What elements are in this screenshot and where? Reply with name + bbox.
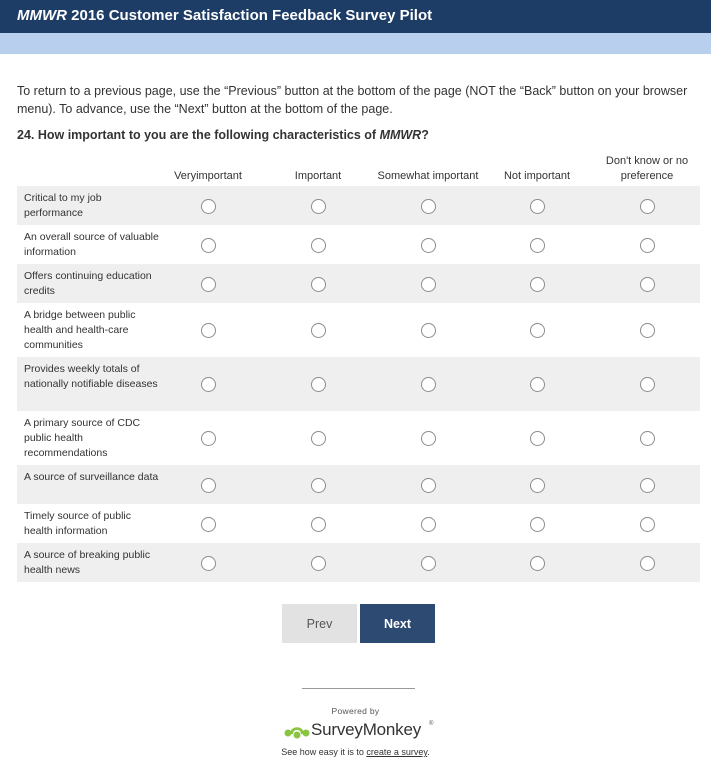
radio-option-1[interactable] <box>311 277 326 292</box>
grid-header <box>17 152 700 186</box>
row-label: A bridge between public health and health-care communities <box>24 309 136 351</box>
intro-text: To return to a previous page, use the “Previous” button at the bottom of the page (NOT the “Back” button on your browser menu). To advance, use the “Next” button at the bottom of the page. <box>17 84 688 116</box>
radio-option-3[interactable] <box>530 199 545 214</box>
header-title-italic: MMWR <box>17 7 67 24</box>
radio-option-0[interactable] <box>201 377 216 392</box>
column-header-2: Somewhat important <box>377 170 479 182</box>
question-title <box>17 128 429 142</box>
radio-option-3[interactable] <box>530 238 545 253</box>
matrix-row <box>17 411 700 465</box>
footer-note-suffix: . <box>427 747 430 757</box>
radio-option-4[interactable] <box>640 478 655 493</box>
radio-option-2[interactable] <box>421 478 436 493</box>
radio-option-1[interactable] <box>311 517 326 532</box>
question-italic: MMWR <box>379 128 422 142</box>
radio-option-2[interactable] <box>421 199 436 214</box>
question-prefix: 24. How important to you are the following characteristics of <box>17 128 380 142</box>
brand-trademark: ® <box>429 721 434 727</box>
question-suffix: ? <box>421 128 429 142</box>
matrix-row <box>17 465 700 504</box>
radio-option-4[interactable] <box>640 377 655 392</box>
radio-option-2[interactable] <box>421 556 436 571</box>
radio-option-3[interactable] <box>530 556 545 571</box>
radio-option-3[interactable] <box>530 277 545 292</box>
radio-option-1[interactable] <box>311 199 326 214</box>
radio-option-2[interactable] <box>421 323 436 338</box>
column-header-1: Important <box>294 170 342 182</box>
powered-by: Powered by <box>331 706 380 716</box>
radio-option-1[interactable] <box>311 238 326 253</box>
footer-divider <box>302 688 415 689</box>
radio-option-3[interactable] <box>530 377 545 392</box>
row-label: Provides weekly totals of nationally notifiable diseases <box>24 363 158 390</box>
matrix-row <box>17 543 700 582</box>
row-label: Critical to my job performance <box>24 192 102 219</box>
radio-option-2[interactable] <box>421 238 436 253</box>
radio-option-1[interactable] <box>311 431 326 446</box>
monkey-logo-icon <box>284 722 310 740</box>
radio-option-4[interactable] <box>640 431 655 446</box>
matrix-grid <box>17 152 700 582</box>
matrix-row <box>17 186 700 225</box>
radio-option-0[interactable] <box>201 431 216 446</box>
matrix-row <box>17 504 700 543</box>
radio-option-4[interactable] <box>640 323 655 338</box>
radio-option-3[interactable] <box>530 517 545 532</box>
radio-option-4[interactable] <box>640 199 655 214</box>
radio-option-0[interactable] <box>201 199 216 214</box>
matrix-row <box>17 357 700 411</box>
matrix-row <box>17 225 700 264</box>
surveymonkey-logo[interactable] <box>284 719 434 743</box>
grid-rows <box>17 186 700 582</box>
footer-note <box>0 747 711 757</box>
create-survey-link[interactable]: create a survey <box>366 747 428 757</box>
progress-bar <box>0 33 711 54</box>
footer-note-prefix: See how easy it is to <box>281 747 367 757</box>
prev-button[interactable]: Prev <box>282 604 357 643</box>
radio-option-0[interactable] <box>201 478 216 493</box>
radio-option-3[interactable] <box>530 431 545 446</box>
next-button[interactable]: Next <box>360 604 435 643</box>
radio-option-1[interactable] <box>311 556 326 571</box>
radio-option-3[interactable] <box>530 478 545 493</box>
radio-option-1[interactable] <box>311 377 326 392</box>
radio-option-4[interactable] <box>640 517 655 532</box>
radio-option-4[interactable] <box>640 556 655 571</box>
row-label: A primary source of CDC public health recommendations <box>24 417 141 459</box>
radio-option-0[interactable] <box>201 517 216 532</box>
row-label: A source of surveillance data <box>24 471 159 483</box>
radio-option-1[interactable] <box>311 478 326 493</box>
radio-option-2[interactable] <box>421 277 436 292</box>
row-label: Timely source of public health information <box>24 510 131 537</box>
column-header-4: Don't know or no preference <box>605 155 689 182</box>
radio-option-1[interactable] <box>311 323 326 338</box>
radio-option-0[interactable] <box>201 556 216 571</box>
radio-option-0[interactable] <box>201 323 216 338</box>
row-label: A source of breaking public health news <box>24 549 151 576</box>
matrix-row <box>17 264 700 303</box>
radio-option-3[interactable] <box>530 323 545 338</box>
column-header-3: Not important <box>503 170 571 182</box>
header-title: 2016 Customer Satisfaction Feedback Survey Pilot <box>66 7 433 24</box>
radio-option-2[interactable] <box>421 377 436 392</box>
survey-header <box>0 0 711 33</box>
row-label: An overall source of valuable information <box>24 231 159 258</box>
radio-option-4[interactable] <box>640 277 655 292</box>
radio-option-2[interactable] <box>421 517 436 532</box>
radio-option-0[interactable] <box>201 277 216 292</box>
row-label: Offers continuing education credits <box>24 270 152 297</box>
brand-name: SurveyMonkey <box>311 720 422 739</box>
radio-option-0[interactable] <box>201 238 216 253</box>
radio-option-4[interactable] <box>640 238 655 253</box>
matrix-row <box>17 303 700 357</box>
column-header-0: Veryimportant <box>174 170 242 182</box>
radio-option-2[interactable] <box>421 431 436 446</box>
